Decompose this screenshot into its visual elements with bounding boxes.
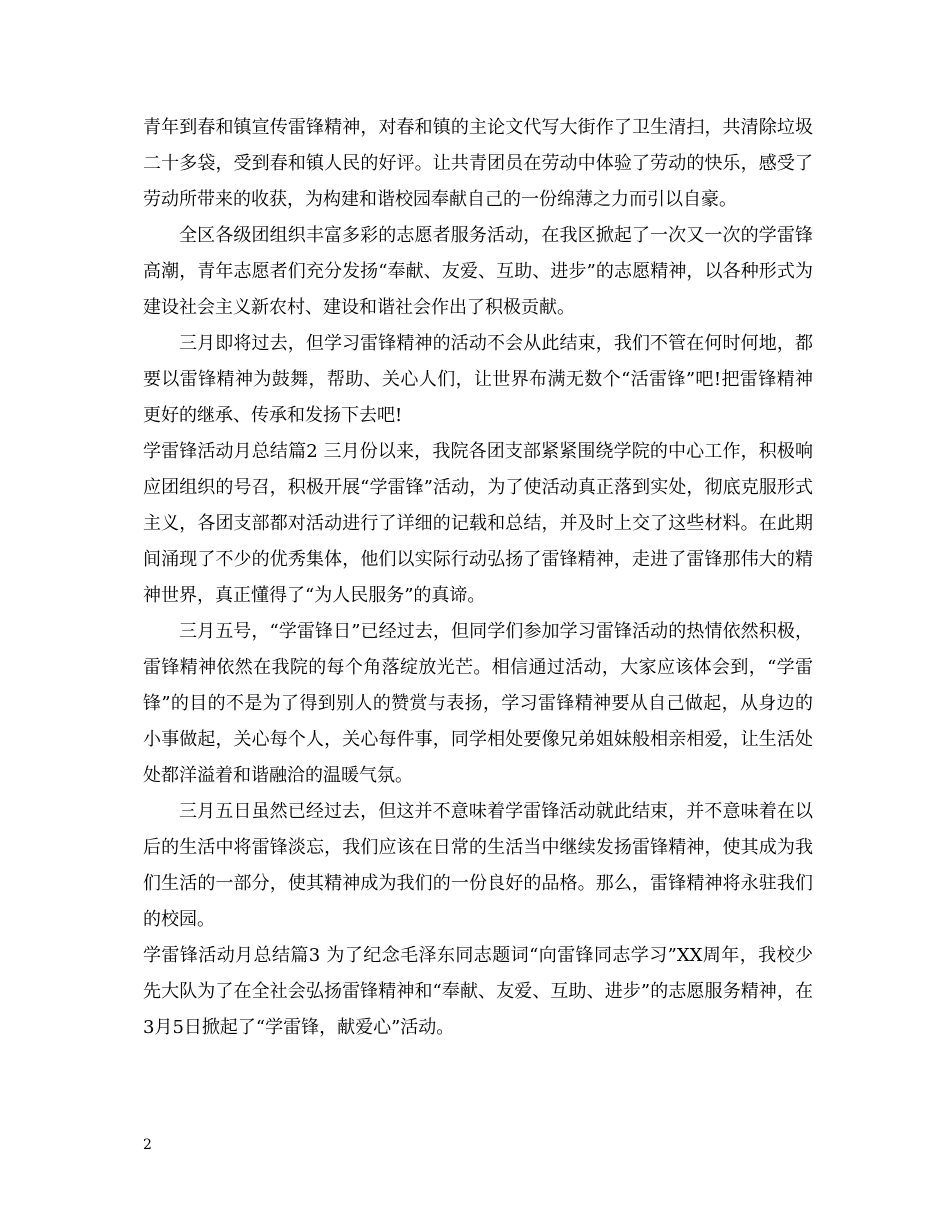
- paragraph-text: 为了纪念毛泽东同志题词“向雷锋同志学习”XX周年，我校少先大队为了在全社会弘扬雷锋精神和“奉献、友爱、互助、进步”的志愿服务精神，在3月5日掀起了“学雷锋，献爱心”活动。: [143, 945, 814, 1038]
- section-heading-2: 学雷锋活动月总结篇2: [143, 441, 318, 462]
- paragraph-text: 三月五日虽然已经过去，但这并不意味着学雷锋活动就此结束，并不意味着在以后的生活中将雷锋淡忘，我们应该在日常的生活当中继续发扬雷锋精神，使其成为我们生活的一部分，使其精神成为我们的一份良好的品格。那么，雷锋精神将永驻我们的校园。: [143, 801, 813, 930]
- paragraph-1: [143, 110, 813, 218]
- paragraph-6: [143, 794, 813, 938]
- section-heading-3: 学雷锋活动月总结篇3: [143, 945, 321, 966]
- paragraph-4: [143, 434, 813, 614]
- paragraph-text: 三月五号，“学雷锋日”已经过去，但同学们参加学习雷锋活动的热情依然积极，雷锋精神依然在我院的每个角落绽放光芒。相信通过活动，大家应该体会到，“学雷锋”的目的不是为了得到别人的赞赏与表扬，学习雷锋精神要从自己做起，从身边的小事做起，关心每个人，关心每件事，同学相处要像兄弟姐妹般相亲相爱，让生活处处都洋溢着和谐融洽的温暖气氛。: [143, 621, 813, 786]
- paragraph-text: 全区各级团组织丰富多彩的志愿者服务活动，在我区掀起了一次又一次的学雷锋高潮，青年志愿者们充分发扬“奉献、友爱、互助、进步”的志愿精神，以各种形式为建设社会主义新农村、建设和谐社会作出了积极贡献。: [143, 225, 813, 318]
- document-body: [143, 110, 813, 1046]
- paragraph-text: 三月即将过去，但学习雷锋精神的活动不会从此结束，我们不管在何时何地，都要以雷锋精神为鼓舞，帮助、关心人们，让世界布满无数个“活雷锋”吧!把雷锋精神更好的继承、传承和发扬下去吧!: [143, 333, 813, 426]
- paragraph-7: [143, 938, 813, 1046]
- page-number: 2: [143, 1137, 152, 1153]
- paragraph-3: [143, 326, 813, 434]
- paragraph-text: 三月份以来，我院各团支部紧紧围绕学院的中心工作，积极响应团组织的号召，积极开展“学雷锋”活动，为了使活动真正落到实处，彻底克服形式主义，各团支部都对活动进行了详细的记载和总结，并及时上交了这些材料。在此期间涌现了不少的优秀集体，他们以实际行动弘扬了雷锋精神，走进了雷锋那伟大的精神世界，真正懂得了“为人民服务”的真谛。: [143, 441, 813, 606]
- paragraph-5: [143, 614, 813, 794]
- paragraph-2: [143, 218, 813, 326]
- paragraph-text: 青年到春和镇宣传雷锋精神，对春和镇的主论文代写大街作了卫生清扫，共清除垃圾二十多袋，受到春和镇人民的好评。让共青团员在劳动中体验了劳动的快乐，感受了劳动所带来的收获，为构建和谐校园奉献自己的一份绵薄之力而引以自豪。: [143, 117, 813, 210]
